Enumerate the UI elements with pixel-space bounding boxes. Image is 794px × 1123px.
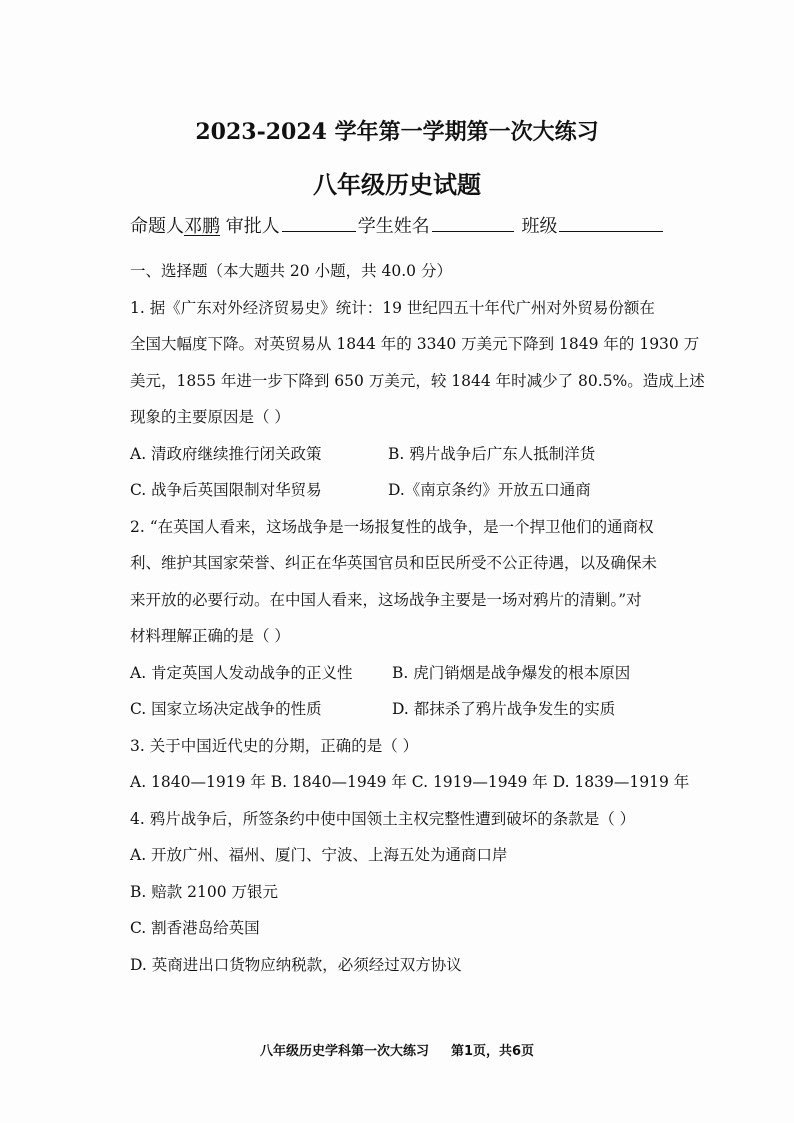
class-blank xyxy=(559,213,663,232)
question-text-line: 1. 据《广东对外经济贸易史》统计：19 世纪四五十年代广州对外贸易份额在 xyxy=(130,298,655,317)
student-name-label: 学生姓名 xyxy=(357,216,430,237)
reviewer-label: 审批人 xyxy=(225,216,280,237)
option-d: D.《南京条约》开放五口通商 xyxy=(388,481,591,499)
option-row xyxy=(130,691,700,728)
option-b: B. 鸦片战争后广东人抵制洋货 xyxy=(388,444,596,463)
option-d: D. 英商进出口货物应纳税款，必须经过双方协议 xyxy=(130,955,462,974)
option-row xyxy=(130,655,700,692)
option-row xyxy=(130,472,700,509)
student-name-blank xyxy=(432,213,514,232)
option-c: C. 割香港岛给英国 xyxy=(130,919,260,937)
option-d: D. 都抹杀了鸦片战争发生的实质 xyxy=(392,700,616,718)
class-label: 班级 xyxy=(521,216,558,237)
option-c: C. 战争后英国限制对华贸易 xyxy=(130,481,322,499)
question-text-line: 4. 鸦片战争后，所签条约中使中国领土主权完整性遭到破坏的条款是（ ） xyxy=(130,809,636,828)
option-a: A. 开放广州、福州、厦门、宁波、上海五处为通商口岸 xyxy=(130,846,508,864)
question-text-line: 2. “在英国人看来，这场战争是一场报复性的战争，是一个捍卫他们的通商权 xyxy=(130,517,654,536)
question-text-line: 来开放的必要行动。在中国人看来，这场战争主要是一场对鸦片的清剿。”对 xyxy=(130,590,642,609)
section-heading: 一、选择题（本大题共 20 小题，共 40.0 分） xyxy=(130,262,452,280)
option-a: A. 清政府继续推行闭关政策 xyxy=(130,444,322,463)
question-text-line: 现象的主要原因是（ ） xyxy=(130,408,290,426)
question-4 xyxy=(130,801,700,984)
question-2 xyxy=(130,509,700,728)
page-footer xyxy=(0,1040,794,1059)
question-text-line: 材料理解正确的是（ ） xyxy=(130,627,290,645)
option-c: C. 国家立场决定战争的性质 xyxy=(130,700,322,718)
option-row xyxy=(130,436,700,473)
proposer-name: 邓鹏 xyxy=(184,216,220,237)
question-text-line: 美元，1855 年进一步下降到 650 万美元，较 1844 年时减少了 80.5%。造成上述 xyxy=(130,371,705,390)
question-text-line: 全国大幅度下降。对英贸易从 1844 年的 3340 万美元下降到 1849 年的 1930 万 xyxy=(130,335,700,353)
question-1 xyxy=(130,290,705,509)
option-a: A. 肯定英国人发动战争的正义性 xyxy=(130,663,353,682)
footer-page-number: 第1页，共6页 xyxy=(450,1044,535,1059)
option-b: B. 赔款 2100 万银元 xyxy=(130,882,279,901)
exam-subtitle: 八年级历史试题 xyxy=(313,170,481,199)
question-text-line: 3. 关于中国近代史的分期，正确的是（ ） xyxy=(130,736,419,755)
question-3 xyxy=(130,728,700,801)
proposer-label: 命题人 xyxy=(130,216,184,237)
reviewer-blank xyxy=(282,213,356,232)
footer-subject: 八年级历史学科第一次大练习 xyxy=(259,1044,429,1059)
questions-area xyxy=(130,253,705,983)
exam-title: 2023-2024 学年第一学期第一次大练习 xyxy=(195,119,599,145)
option-row-inline: A. 1840—1919 年 B. 1840—1949 年 C. 1919—1949 年 D. 1839—1919 年 xyxy=(130,773,690,791)
exam-info-line xyxy=(130,212,690,238)
option-b: B. 虎门销烟是战争爆发的根本原因 xyxy=(392,663,631,682)
question-text-line: 利、维护其国家荣誉、纠正在华英国官员和臣民所受不公正待遇，以及确保未 xyxy=(130,554,658,572)
